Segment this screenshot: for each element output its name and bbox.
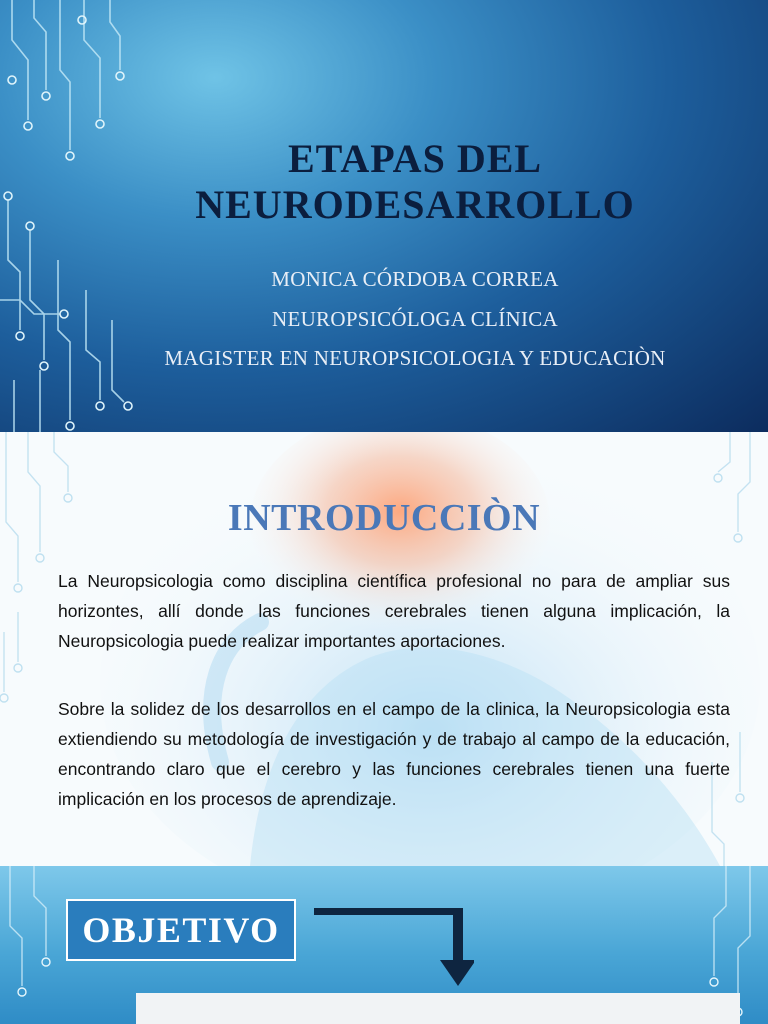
objective-label-box <box>66 899 296 961</box>
title-line-2: NEURODESARROLLO <box>195 182 635 227</box>
title-slide <box>0 0 768 432</box>
presentation-title <box>130 136 700 228</box>
objective-label: OBJETIVO <box>82 910 280 950</box>
introduction-paragraph-2: Sobre la solidez de los desarrollos en el campo de la clinica, la Neuropsicologia esta extiendiendo su metodología de investigación y de trabajo al campo de la educación, encontrando claro que el cerebro y las funciones cerebrales tienen una fuerte implicación en los procesos de aprendizaje. <box>58 699 730 809</box>
introduction-title: INTRODUCCIÒN <box>227 497 541 539</box>
arrow-down-icon <box>314 908 474 988</box>
author-role: NEUROPSICÓLOGA CLÍNICA <box>271 307 559 331</box>
author-name: MONICA CÓRDOBA CORREA <box>271 267 559 291</box>
introduction-paragraph-1: La Neuropsicologia como disciplina científica profesional no para de ampliar sus horizontes, allí donde las funciones cerebrales tienen alguna implicación, la Neuropsicologia puede realizar importantes aportaciones. <box>58 571 730 651</box>
objective-content-panel <box>136 993 740 1024</box>
author-degree: MAGISTER EN NEUROPSICOLOGIA Y EDUCACIÒN <box>164 346 666 370</box>
title-line-1: ETAPAS DEL <box>287 136 543 181</box>
